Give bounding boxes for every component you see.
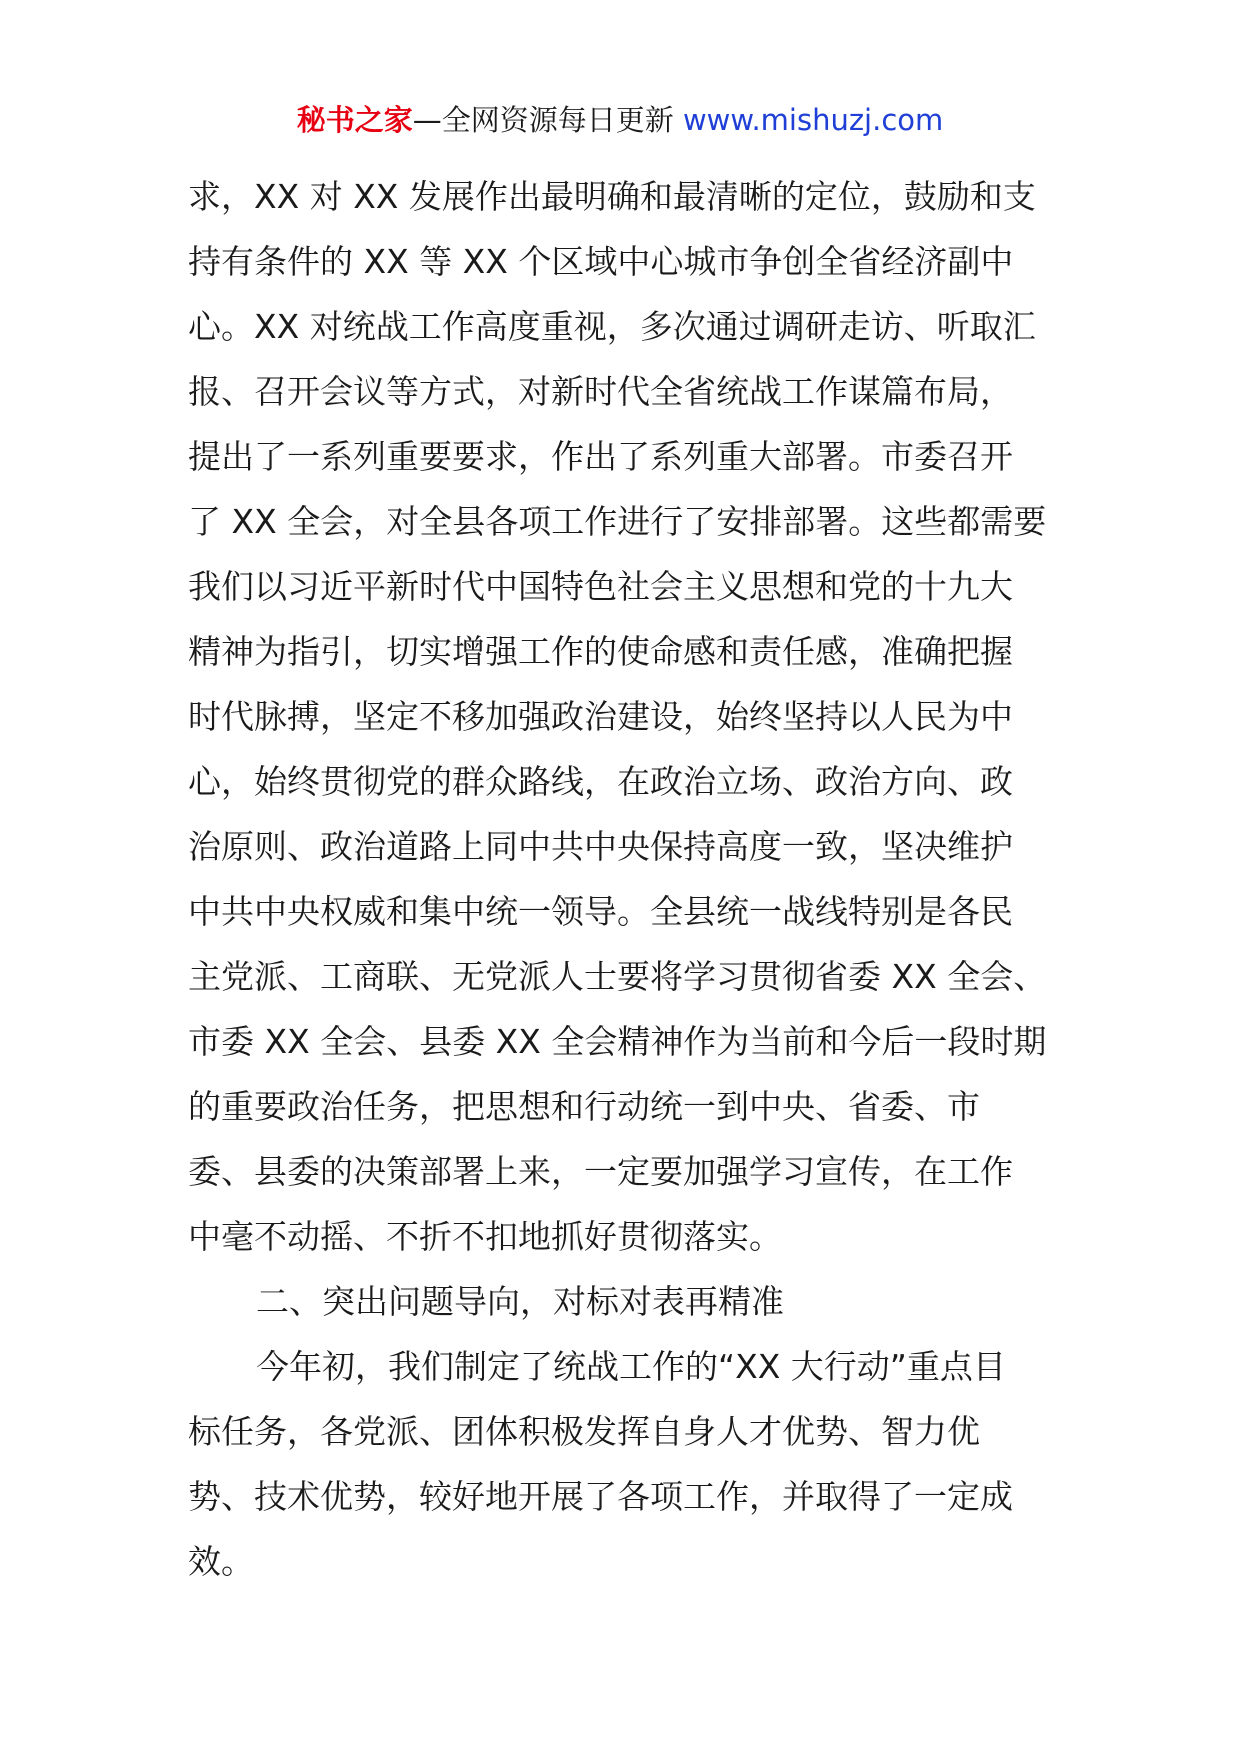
text-line: 治原则、政治道路上同中共中央保持高度一致，坚决维护 <box>188 827 1013 866</box>
text-line: 了 XX 全会，对全县各项工作进行了安排部署。这些都需要 <box>188 502 1047 541</box>
text-line: 心，始终贯彻党的群众路线，在政治立场、政治方向、政 <box>188 762 1013 801</box>
text-line: 委、县委的决策部署上来，一定要加强学习宣传，在工作 <box>188 1152 1013 1191</box>
text-line: 中毫不动摇、不折不扣地抓好贯彻落实。 <box>188 1217 782 1256</box>
brand-name: 秘书之家 <box>296 103 413 137</box>
text-line: 我们以习近平新时代中国特色社会主义思想和党的十九大 <box>188 567 1013 606</box>
text-line: 势、技术优势，较好地开展了各项工作，并取得了一定成 <box>188 1477 1013 1516</box>
text-line: 中共中央权威和集中统一领导。全县统一战线特别是各民 <box>188 892 1013 931</box>
text-line: 精神为指引，切实增强工作的使命感和责任感，准确把握 <box>188 632 1013 671</box>
website-link[interactable]: www.mishuzj.com <box>682 103 944 137</box>
text-line: 求，XX 对 XX 发展作出最明确和最清晰的定位，鼓励和支 <box>188 177 1036 216</box>
header-tagline: —全网资源每日更新 <box>412 103 683 137</box>
paragraph-start: 今年初，我们制定了统战工作的“XX 大行动”重点目 <box>256 1347 1006 1386</box>
text-line: 的重要政治任务，把思想和行动统一到中央、省委、市 <box>188 1087 980 1126</box>
document-body <box>188 164 1058 1594</box>
text-line: 市委 XX 全会、县委 XX 全会精神作为当前和今后一段时期 <box>188 1022 1047 1061</box>
text-line: 效。 <box>188 1542 254 1581</box>
text-line: 持有条件的 XX 等 XX 个区域中心城市争创全省经济副中 <box>188 242 1014 281</box>
text-line: 主党派、工商联、无党派人士要将学习贯彻省委 XX 全会、 <box>188 957 1047 996</box>
page-header <box>0 100 1240 140</box>
text-line: 报、召开会议等方式，对新时代全省统战工作谋篇布局， <box>188 372 1013 411</box>
text-line: 提出了一系列重要要求，作出了系列重大部署。市委召开 <box>188 437 1013 476</box>
section-heading: 二、突出问题导向，对标对表再精准 <box>256 1282 784 1321</box>
text-line: 标任务，各党派、团体积极发挥自身人才优势、智力优 <box>188 1412 980 1451</box>
text-line: 时代脉搏，坚定不移加强政治建设，始终坚持以人民为中 <box>188 697 1013 736</box>
text-line: 心。XX 对统战工作高度重视，多次通过调研走访、听取汇 <box>188 307 1036 346</box>
